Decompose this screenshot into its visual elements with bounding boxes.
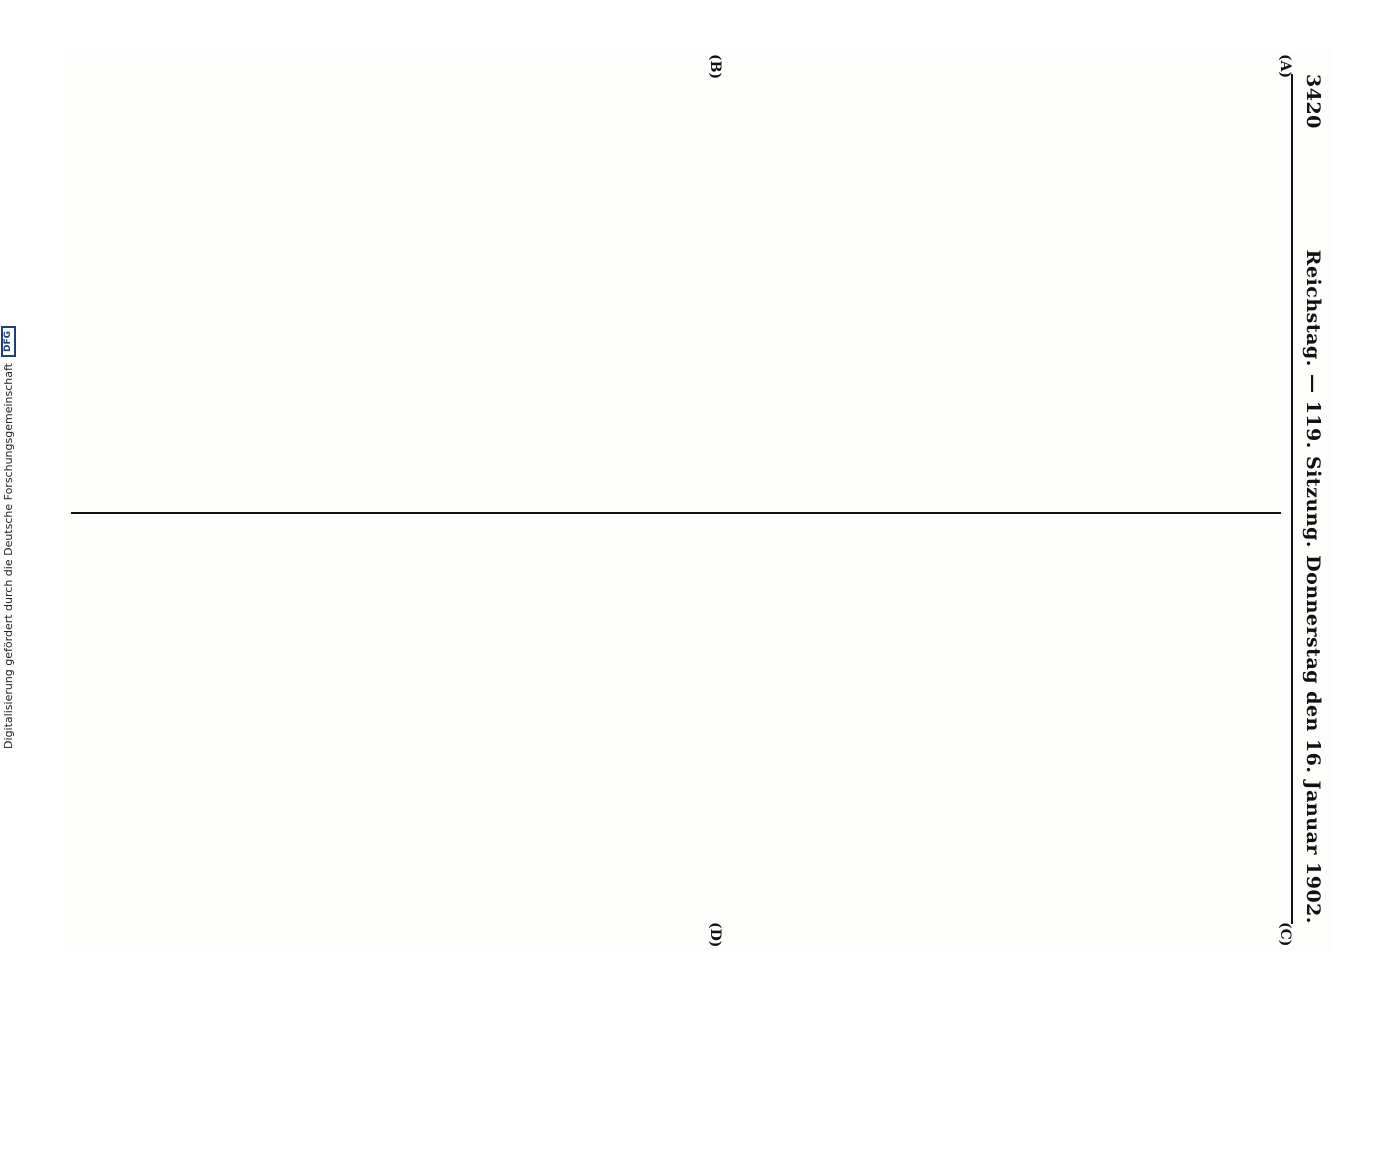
margin-letter-d: (D) (707, 922, 723, 948)
margin-letter-a: (A) (1277, 54, 1293, 79)
margin-letter-b: (B) (707, 54, 723, 80)
text-column-right (81, 520, 1281, 930)
margin-letter-c: (C) (1277, 922, 1293, 947)
dfg-logo-icon: DFG (1, 326, 16, 357)
text-column-left (81, 76, 1281, 506)
page-title: Reichstag. — 119. Sitzung. Donnerstag den 16. Januar 1902. (1302, 249, 1324, 924)
column-divider (71, 512, 1281, 514)
funding-note-text: Digitalisierung gefördert durch die Deutsche Forschungsgemeinschaft (1, 363, 15, 749)
page-header (1291, 74, 1333, 924)
funding-note (0, 326, 16, 1166)
page-number: 3420 (1302, 74, 1324, 129)
document-page (63, 50, 1333, 950)
